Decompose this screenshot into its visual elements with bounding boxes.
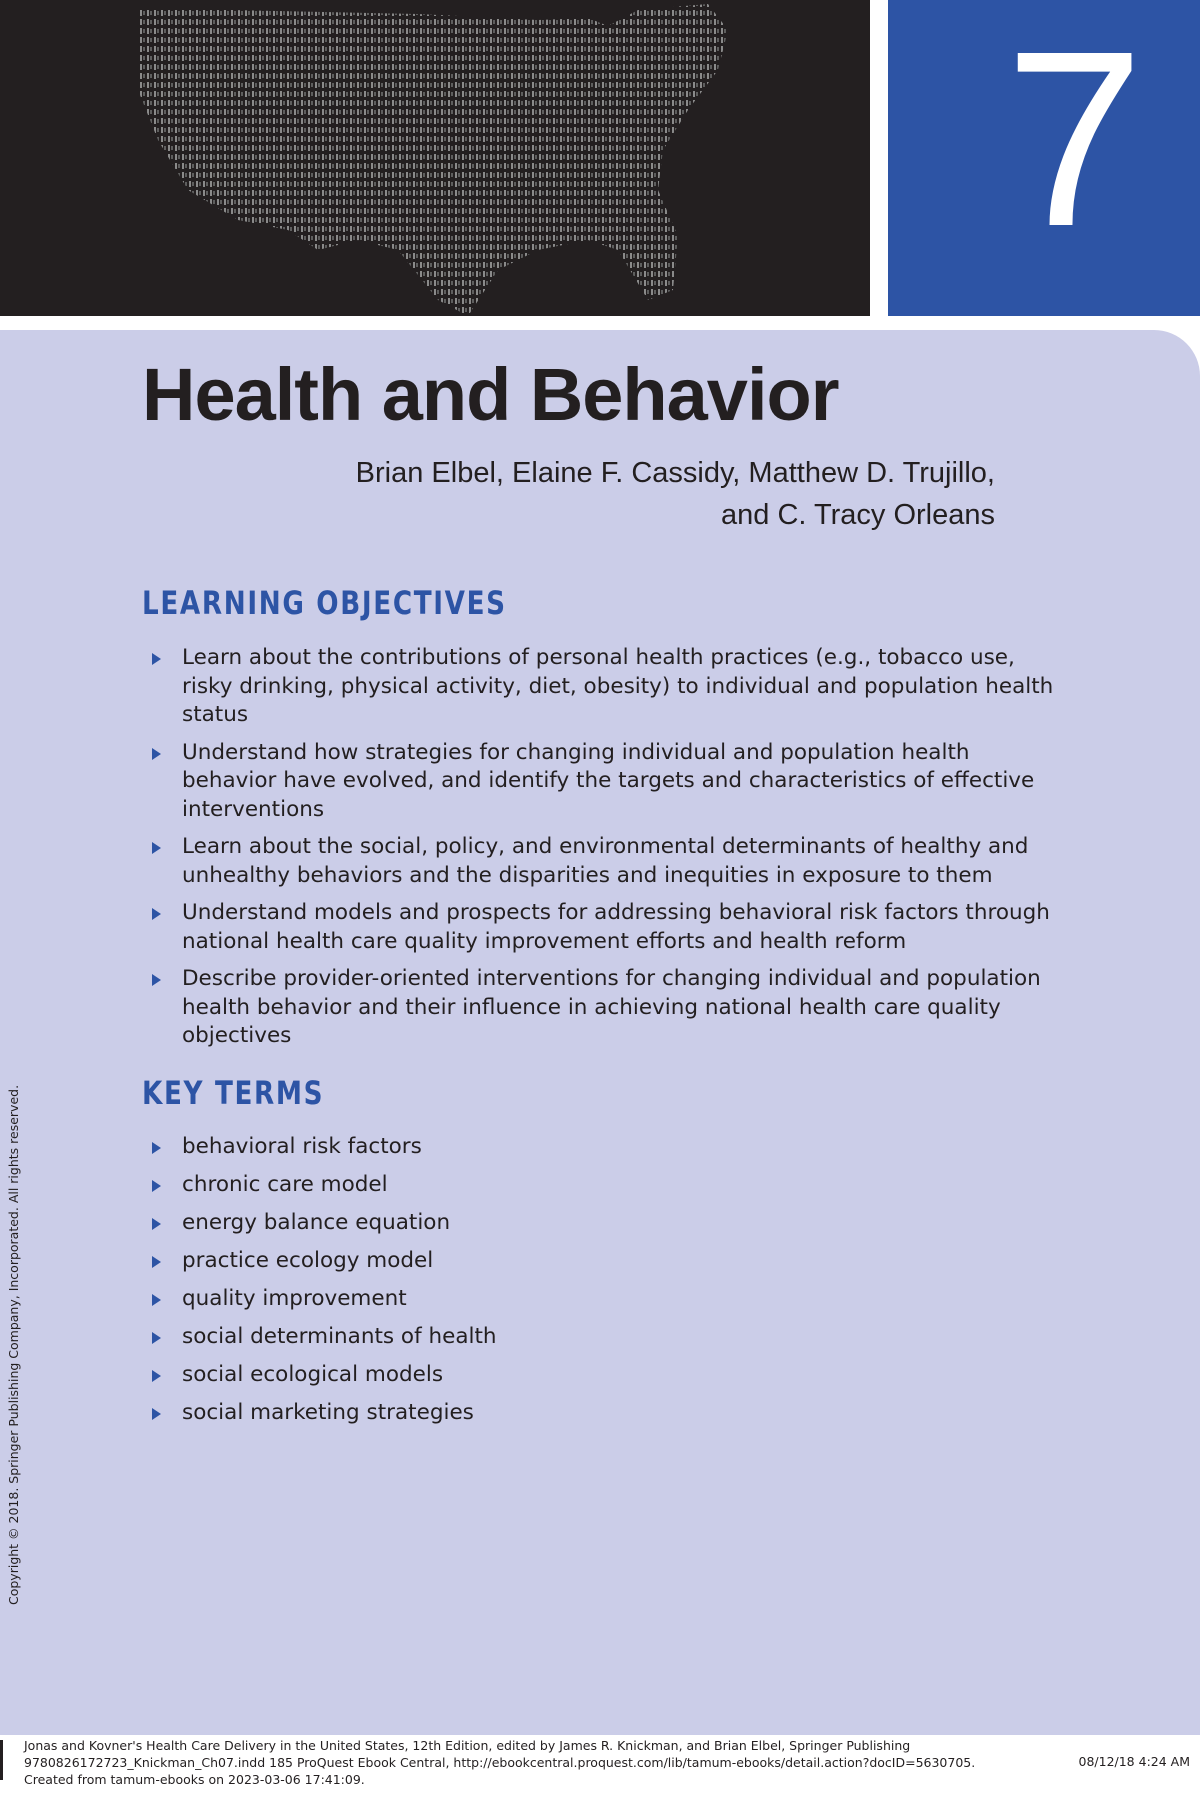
authors [356,452,995,536]
triangle-bullet-icon [152,653,161,665]
list-item [148,1399,497,1428]
footer-source-link: 9780826172723_Knickman_Ch07.indd 185 ProQuest Ebook Central, http://ebookcentral.proquest.com/lib/tamum-ebooks/detail.action?docID=5630705. [24,1755,976,1770]
learning-objectives-list [148,644,1068,1060]
key-term-text: social ecological models [182,1362,444,1387]
authors-line-1: Brian Elbel, Elaine F. Cassidy, Matthew D. Trujillo, [355,457,995,489]
footer-timestamp: 08/12/18 4:24 AM [1078,1754,1190,1769]
us-map-binary-art [118,0,738,316]
footer-created: Created from tamum-ebooks on 2023-03-06 17:41:09. [24,1772,365,1787]
objective-text: Understand how strategies for changing individual and population health behavior have evolved, and identify the targets and characteristics of effective interventions [182,739,1035,822]
list-item [148,1133,497,1162]
triangle-bullet-icon [152,842,161,854]
footer-rule [0,1740,3,1780]
triangle-bullet-icon [152,908,161,920]
footer [24,1737,1194,1788]
triangle-bullet-icon [152,1218,161,1230]
chapter-title: Health and Behavior [142,353,839,436]
key-term-text: social determinants of health [182,1324,497,1349]
list-item [148,899,1068,956]
objective-text: Learn about the contributions of personal health practices (e.g., tobacco use, risky drinking, physical activity, diet, obesity) to individual and population health status [182,645,1054,727]
list-item [148,1171,497,1200]
key-term-text: social marketing strategies [182,1400,474,1425]
triangle-bullet-icon [152,1142,161,1154]
list-item [148,1323,497,1352]
chapter-number: 7 [1004,0,1144,278]
triangle-bullet-icon [152,1370,161,1382]
list-item [148,965,1068,1051]
list-item [148,1285,497,1314]
triangle-bullet-icon [152,1408,161,1420]
triangle-bullet-icon [152,1332,161,1344]
key-term-text: chronic care model [182,1172,388,1197]
key-term-text: behavioral risk factors [182,1134,422,1159]
triangle-bullet-icon [152,748,161,760]
copyright-notice: Copyright © 2018. Springer Publishing Company, Incorporated. All rights reserved. [6,1084,21,1605]
list-item [148,739,1068,825]
list-item [148,833,1068,890]
header-image [0,0,870,316]
key-terms-list [148,1133,497,1437]
learning-objectives-heading: LEARNING OBJECTIVES [142,584,507,622]
triangle-bullet-icon [152,1180,161,1192]
triangle-bullet-icon [152,1294,161,1306]
triangle-bullet-icon [152,1256,161,1268]
objective-text: Understand models and prospects for addressing behavioral risk factors through national health care quality improvement efforts and health reform [182,900,1050,954]
key-term-text: quality improvement [182,1286,407,1311]
list-item [148,644,1068,730]
list-item [148,1209,497,1238]
list-item [148,1247,497,1276]
triangle-bullet-icon [152,974,161,986]
objective-text: Describe provider-oriented interventions for changing individual and population health behavior and their influence in achieving national health care quality objectives [182,966,1041,1048]
key-term-text: energy balance equation [182,1210,451,1235]
footer-citation: Jonas and Kovner's Health Care Delivery in the United States, 12th Edition, edited by James R. Knickman, and Brian Elbel, Springer Publishing [24,1738,911,1753]
key-terms-heading: KEY TERMS [142,1074,325,1112]
objective-text: Learn about the social, policy, and environmental determinants of healthy and unhealthy behaviors and the disparities and inequities in exposure to them [182,834,1029,888]
chapter-number-box [888,0,1200,316]
authors-line-2: and C. Tracy Orleans [721,499,995,531]
key-term-text: practice ecology model [182,1248,434,1273]
list-item [148,1361,497,1390]
